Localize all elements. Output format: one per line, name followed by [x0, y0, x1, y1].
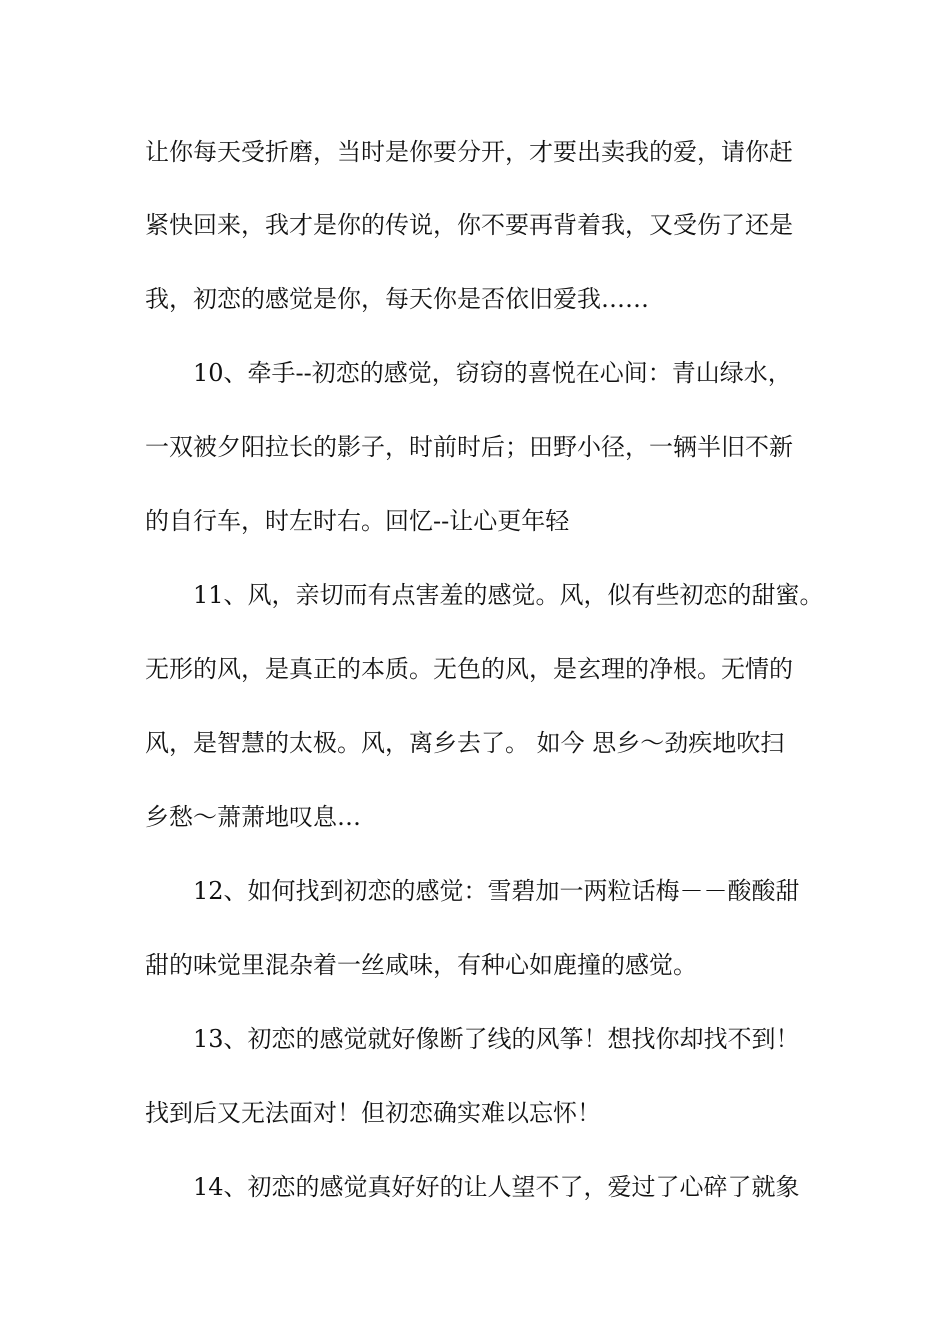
text-line: 找到后又无法面对！但初恋确实难以忘怀！ — [145, 1099, 601, 1127]
paragraph-start-line: 12、如何找到初恋的感觉：雪碧加一两粒话梅－－酸酸甜 — [193, 877, 800, 905]
paragraph-start-line: 14、初恋的感觉真好好的让人望不了，爱过了心碎了就象 — [193, 1173, 800, 1201]
text-line: 我，初恋的感觉是你，每天你是否依旧爱我…… — [145, 285, 649, 313]
text-line: 一双被夕阳拉长的影子，时前时后；田野小径，一辆半旧不新 — [145, 433, 793, 461]
paragraph-start-line: 13、初恋的感觉就好像断了线的风筝！想找你却找不到！ — [193, 1025, 800, 1053]
paragraph-start-line: 11、风，亲切而有点害羞的感觉。风，似有些初恋的甜蜜。 — [193, 581, 824, 609]
text-line: 的自行车，时左时右。回忆--让心更年轻 — [145, 507, 570, 535]
paragraph-start-line: 10、牵手--初恋的感觉，窃窃的喜悦在心间：青山绿水， — [193, 359, 792, 387]
text-line: 让你每天受折磨，当时是你要分开，才要出卖我的爱，请你赶 — [145, 138, 793, 166]
text-line: 无形的风，是真正的本质。无色的风，是玄理的净根。无情的 — [145, 655, 793, 683]
text-line: 风，是智慧的太极。风，离乡去了。 如今 思乡～劲疾地吹扫 — [145, 729, 785, 757]
text-line: 甜的味觉里混杂着一丝咸味，有种心如鹿撞的感觉。 — [145, 951, 697, 979]
text-line: 紧快回来，我才是你的传说，你不要再背着我，又受伤了还是 — [145, 211, 793, 239]
text-line: 乡愁～萧萧地叹息… — [145, 803, 361, 831]
